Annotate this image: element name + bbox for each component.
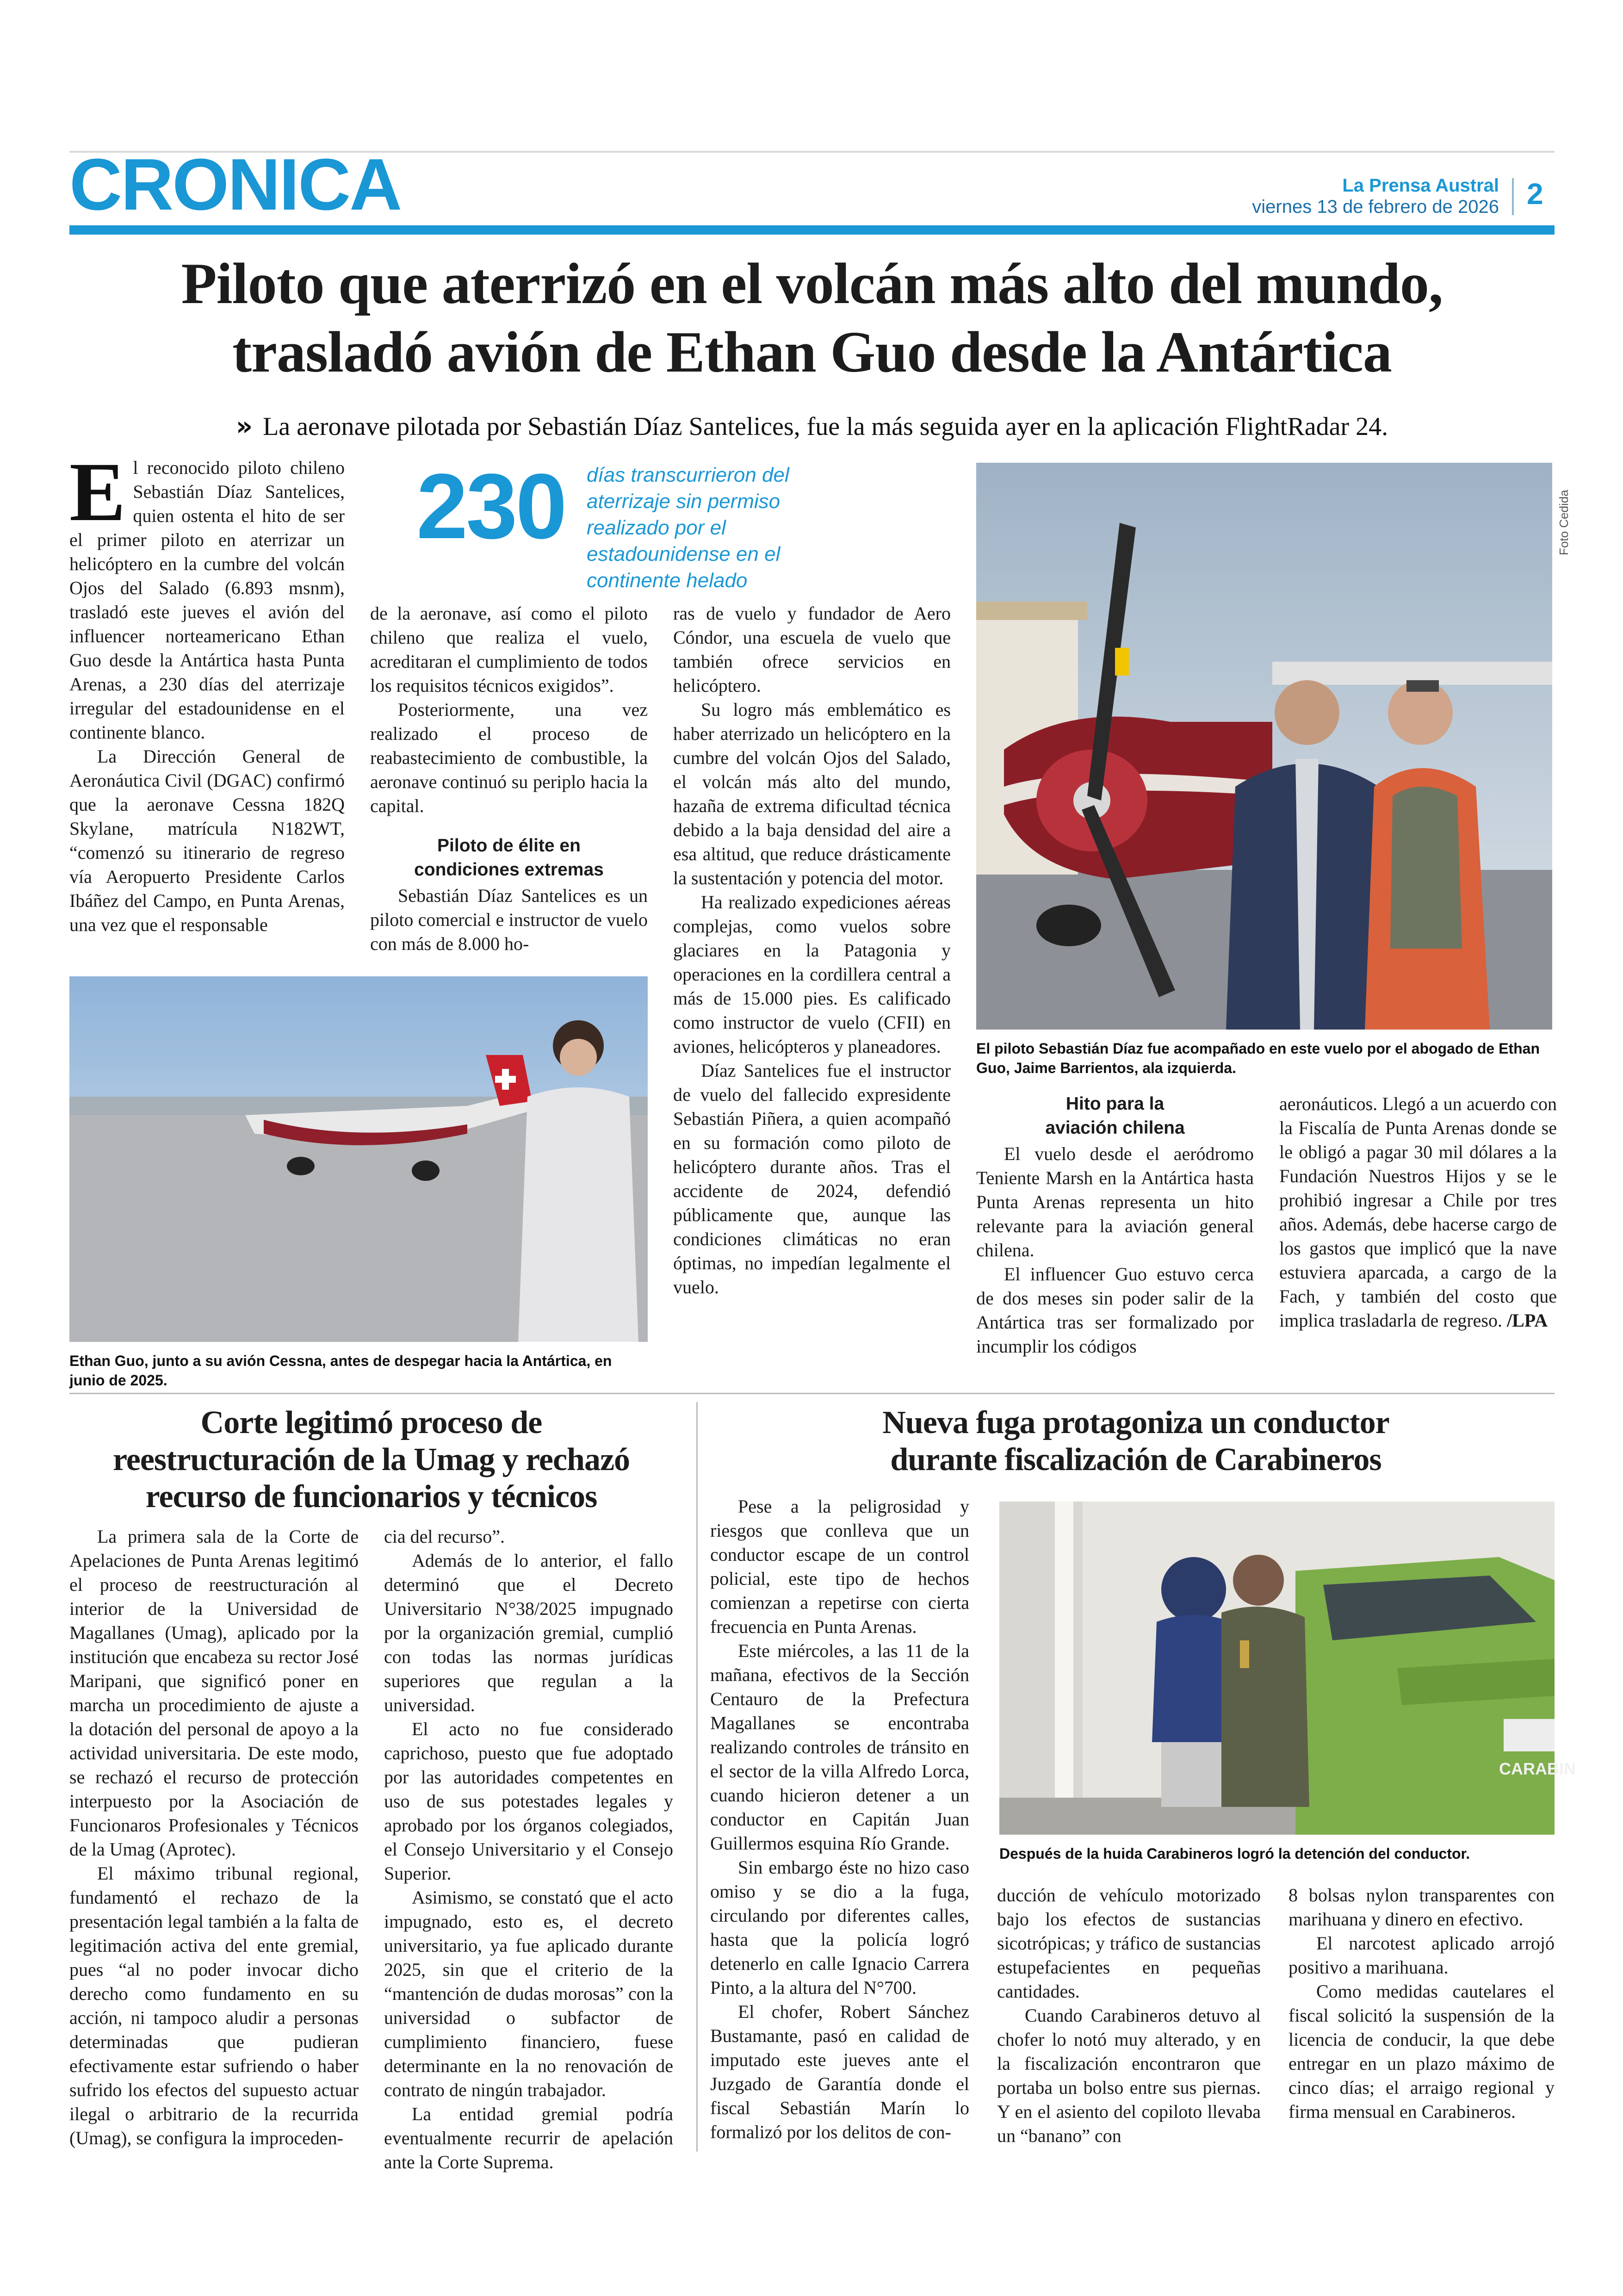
carabineros-photo-caption: Después de la huida Carabineros logró la detención del conductor.	[999, 1845, 1470, 1862]
double-chevron-icon: »	[235, 411, 253, 441]
story3-paragraph-9: Como medidas cautelares el fiscal solicitó la suspensión de la licencia de conducir, la que debe entregar en un plazo máximo de cinco días; el arraigo regional y firma mensual en Carabineros.	[1288, 1981, 1555, 2122]
page-number: 2	[1527, 177, 1543, 211]
signature: /LPA	[1507, 1310, 1548, 1331]
main-headline-line2: trasladó avión de Ethan Guo desde la Antártica	[232, 320, 1392, 385]
story-divider	[69, 1393, 1555, 1394]
main-paragraph-3: de la aeronave, así como el piloto chileno que realiza el vuelo, acreditaran el cumplimiento de todos los requisitos técnicos exigidos”.	[370, 603, 648, 696]
story2-paragraph-5: El acto no fue considerado caprichoso, puesto que fue adoptado por las autoridades competentes en uso de sus potestades legales y aprobado por los órganos colegiados, el Consejo Universitario y el Consejo Superior.	[384, 1719, 673, 1884]
main-paragraph-11: El influencer Guo estuvo cerca de dos meses sin poder salir de la Antártica tras ser formalizado por incumplir los códigos	[976, 1264, 1254, 1357]
main-photo-caption: El piloto Sebastián Díaz fue acompañado en este vuelo por el abogado de Ethan Guo, Jaime Barrientos, ala izquierda.	[976, 1040, 1540, 1076]
car-plate-text: CARABIN	[1499, 1759, 1576, 1778]
main-column-3	[673, 602, 951, 1299]
story3-column-3	[1288, 1883, 1555, 2124]
story3-column-2	[997, 1883, 1261, 2148]
main-headline	[69, 250, 1555, 387]
masthead-separator	[1512, 178, 1514, 215]
story2-column-2	[384, 1525, 673, 2174]
story3-paragraph-6: Cuando Carabineros detuvo al chofer lo notó muy alterado, y en la fiscalización encontraron que portaba un bolso entre sus piernas. Y en el asiento del copiloto llevaba un “banano” con	[997, 2005, 1261, 2146]
story3-headline: Nueva fuga protagoniza un conductor durante fiscalización de Carabineros	[882, 1405, 1389, 1477]
main-paragraph-1: El reconocido piloto chileno Sebastián Díaz Santelices, quien ostenta el hito de ser el primer piloto en aterrizar un helicóptero en la cumbre del volcán Ojos del Salado (6.893 msnm), trasladó este jueves el avión del influencer norteamericano Ethan Guo desde la Antártica hasta Punta Arenas, a 230 días del aterrizaje irregular del estadounidense en el continente blanco.	[69, 446, 345, 743]
carabineros-photo	[999, 1502, 1576, 1835]
masthead-info	[1203, 175, 1499, 217]
story3-paragraph-1: Pese a la peligrosidad y riesgos que conlleva que un conductor escape de un control policial, este tipo de hechos comienzan a repetirse con cierta frecuencia en Punta Arenas.	[710, 1496, 969, 1637]
main-deck-text: La aeronave pilotada por Sebastián Díaz Santelices, fue la más seguida ayer en la aplicación FlightRadar 24.	[263, 412, 1388, 441]
main-photo	[976, 463, 1552, 1030]
story2-paragraph-7: La entidad gremial podría eventualmente recurrir de apelación ante la Corte Suprema.	[384, 2104, 673, 2172]
story3-paragraph-2: Este miércoles, a las 11 de la mañana, efectivos de la Sección Centauro de la Prefectura Magallanes se encontraba realizando controles de tránsito en el sector de la villa Alfredo Lorca, cuando hicieron detener a un conductor en Capitán Juan Guillermos esquina Río Grande.	[710, 1640, 969, 1854]
main-deck	[69, 412, 1555, 441]
story3-paragraph-3: Sin embargo éste no hizo caso omiso y se dio a la fuga, circulando por diferentes calles, hasta que la policía logró detenerlo en calle Ignacio Carrera Pinto, a la altura del N°700.	[710, 1857, 969, 1998]
drop-cap: E	[69, 446, 126, 539]
subtitle-piloto-elite: Piloto de élite en condiciones extremas	[414, 836, 604, 880]
main-paragraph-8: Ha realizado expediciones aéreas complejas, como vuelos sobre glaciares en la Patagonia y operaciones en la cordillera central a más de 15.000 pies. Es calificado como instructor de vuelo (CFII) en aviones, helicópteros y planeadores.	[673, 892, 951, 1057]
story2-paragraph-4: Además de lo anterior, el fallo determinó que el Decreto Universitario N°38/2025 impugnado por la organización gremial, cumplió con todas las normas jurídicas superiores que regulan a la universidad.	[384, 1550, 673, 1715]
main-column-5	[1279, 1092, 1557, 1333]
callout-text: días transcurrieron del aterrizaje sin permiso realizado por el estadounidense en el continente helado	[587, 464, 789, 592]
main-column-2	[370, 602, 648, 956]
main-paragraph-5: Sebastián Díaz Santelices es un piloto comercial e instructor de vuelo con más de 8.000 ho-	[370, 885, 648, 954]
subtitle-hito-aviacion: Hito para la aviación chilena	[1045, 1094, 1185, 1138]
main-paragraph-7: Su logro más emblemático es haber aterrizado un helicóptero en la cumbre del volcán Ojos del Salado, el volcán más alto del mundo, hazaña de extrema dificultad técnica debido a la baja densidad del aire a esa altitud, que reduce drásticamente la sustentación y potencia del motor.	[673, 699, 951, 888]
main-paragraph-6: ras de vuelo y fundador de Aero Cóndor, una escuela de vuelo que también ofrece servicios en helicóptero.	[673, 603, 951, 696]
section-rule	[69, 225, 1555, 235]
main-paragraph-2: La Dirección General de Aeronáutica Civil (DGAC) confirmó que la aeronave Cessna 182Q Skylane, matrícula N182WT, “comenzó su itinerario de regreso vía Aeropuerto Presidente Carlos Ibáñez del Campo, en Punta Arenas, una vez que el responsable	[69, 746, 345, 935]
story2-column-1	[69, 1525, 359, 2150]
ethan-guo-photo	[69, 976, 648, 1342]
main-paragraph-10: El vuelo desde el aeródromo Teniente Marsh en la Antártica hasta Punta Arenas representa un hito relevante para la aviación general chilena.	[976, 1143, 1254, 1260]
story3-paragraph-8: El narcotest aplicado arrojó positivo a marihuana.	[1288, 1933, 1555, 1978]
story3-paragraph-7: 8 bolsas nylon transparentes con marihuana y dinero en efectivo.	[1288, 1885, 1555, 1930]
main-paragraph-9: Díaz Santelices fue el instructor de vuelo del fallecido expresidente Sebastián Piñera, a quien acompañó en su formación como piloto de helicóptero durante años. Tras el accidente de 2024, defendió públicamente que, aunque las condiciones climáticas no eran óptimas, no impedían legalmente el vuelo.	[673, 1060, 951, 1297]
section-title: CRONICA	[69, 144, 401, 225]
publication-date: viernes 13 de febrero de 2026	[1252, 197, 1499, 217]
photo-credit: Foto Cedida	[1557, 490, 1571, 555]
column-divider	[696, 1402, 698, 2152]
publication-name: La Prensa Austral	[1342, 175, 1499, 196]
main-paragraph-12: aeronáuticos. Llegó a un acuerdo con la Fiscalía de Punta Arenas donde se le obligó a pagar 30 mil dólares a la Fundación Nuestros Hijos y se le prohibió ingresar a Chile por tres años. Además, debe hacerse cargo de los gastos que implicó que la nave estuviera aparcada, a cargo de la Fach, y también del costo que implica trasladarla de regreso. /LPA	[1279, 1093, 1557, 1331]
story3-paragraph-4: El chofer, Robert Sánchez Bustamante, pasó en calidad de imputado este jueves ante el Juzgado de Garantía donde el fiscal Sebastián Marín lo formalizó por los delitos de con-	[710, 2001, 969, 2142]
main-headline-line1: Piloto que aterrizó en el volcán más alto del mundo,	[181, 252, 1443, 316]
story2-paragraph-2: El máximo tribunal regional, fundamentó el rechazo de la presentación legal también a la falta de legitimación activa del ente gremial, pues “al no poder invocar dicho derecho como fundamento en su acción, ni tampoco aludir a personas determinadas que pudieran efectivamente estar sufriendo o haber sufrido los efectos del supuesto actuar ilegal o arbitrario de la recurrida (Umag), se configura la improceden-	[69, 1863, 359, 2148]
story3-column-1	[710, 1495, 969, 2144]
main-column-4	[976, 1092, 1254, 1359]
story2-paragraph-1: La primera sala de la Corte de Apelaciones de Punta Arenas legitimó el proceso de reestructuración al interior de la Universidad de Magallanes (Umag), aplicado por la institución que encabeza su rector José Maripani, que significó poner en marcha un procedimiento de ajuste a la dotación del personal de apoyo a la actividad universitaria. De este modo, se rechazó el recurso de protección interpuesto por la Asociación de Funcionaros Profesionales y Técnicos de la Umag (Aprotec).	[69, 1526, 359, 1860]
story2-paragraph-6: Asimismo, se constató que el acto impugnado, esto es, el decreto universitario, ya fue aplicado durante 2025, sin que el criterio de la “mantención de dudas morosas” con la universidad o subfactor de cumplimiento financiero, fuese determinante en la no renovación de contrato de ningún trabajador.	[384, 1887, 673, 2100]
main-column-1	[69, 446, 345, 937]
story3-paragraph-5: ducción de vehículo motorizado bajo los efectos de sustancias sicotrópicas; y tráfico de sustancias estupefacientes en pequeñas cantidades.	[997, 1885, 1261, 2002]
ethan-guo-photo-caption: Ethan Guo, junto a su avión Cessna, antes de despegar hacia la Antártica, en junio de 2025.	[69, 1353, 612, 1389]
main-paragraph-4: Posteriormente, una vez realizado el proceso de reabastecimiento de combustible, la aeronave continuó su periplo hacia la capital.	[370, 699, 648, 816]
callout-number: 230	[416, 455, 565, 558]
story2-headline: Corte legitimó proceso de reestructuración de la Umag y rechazó recurso de funcionarios y técnicos	[112, 1405, 630, 1514]
story2-paragraph-3: cia del recurso”.	[384, 1526, 505, 1547]
